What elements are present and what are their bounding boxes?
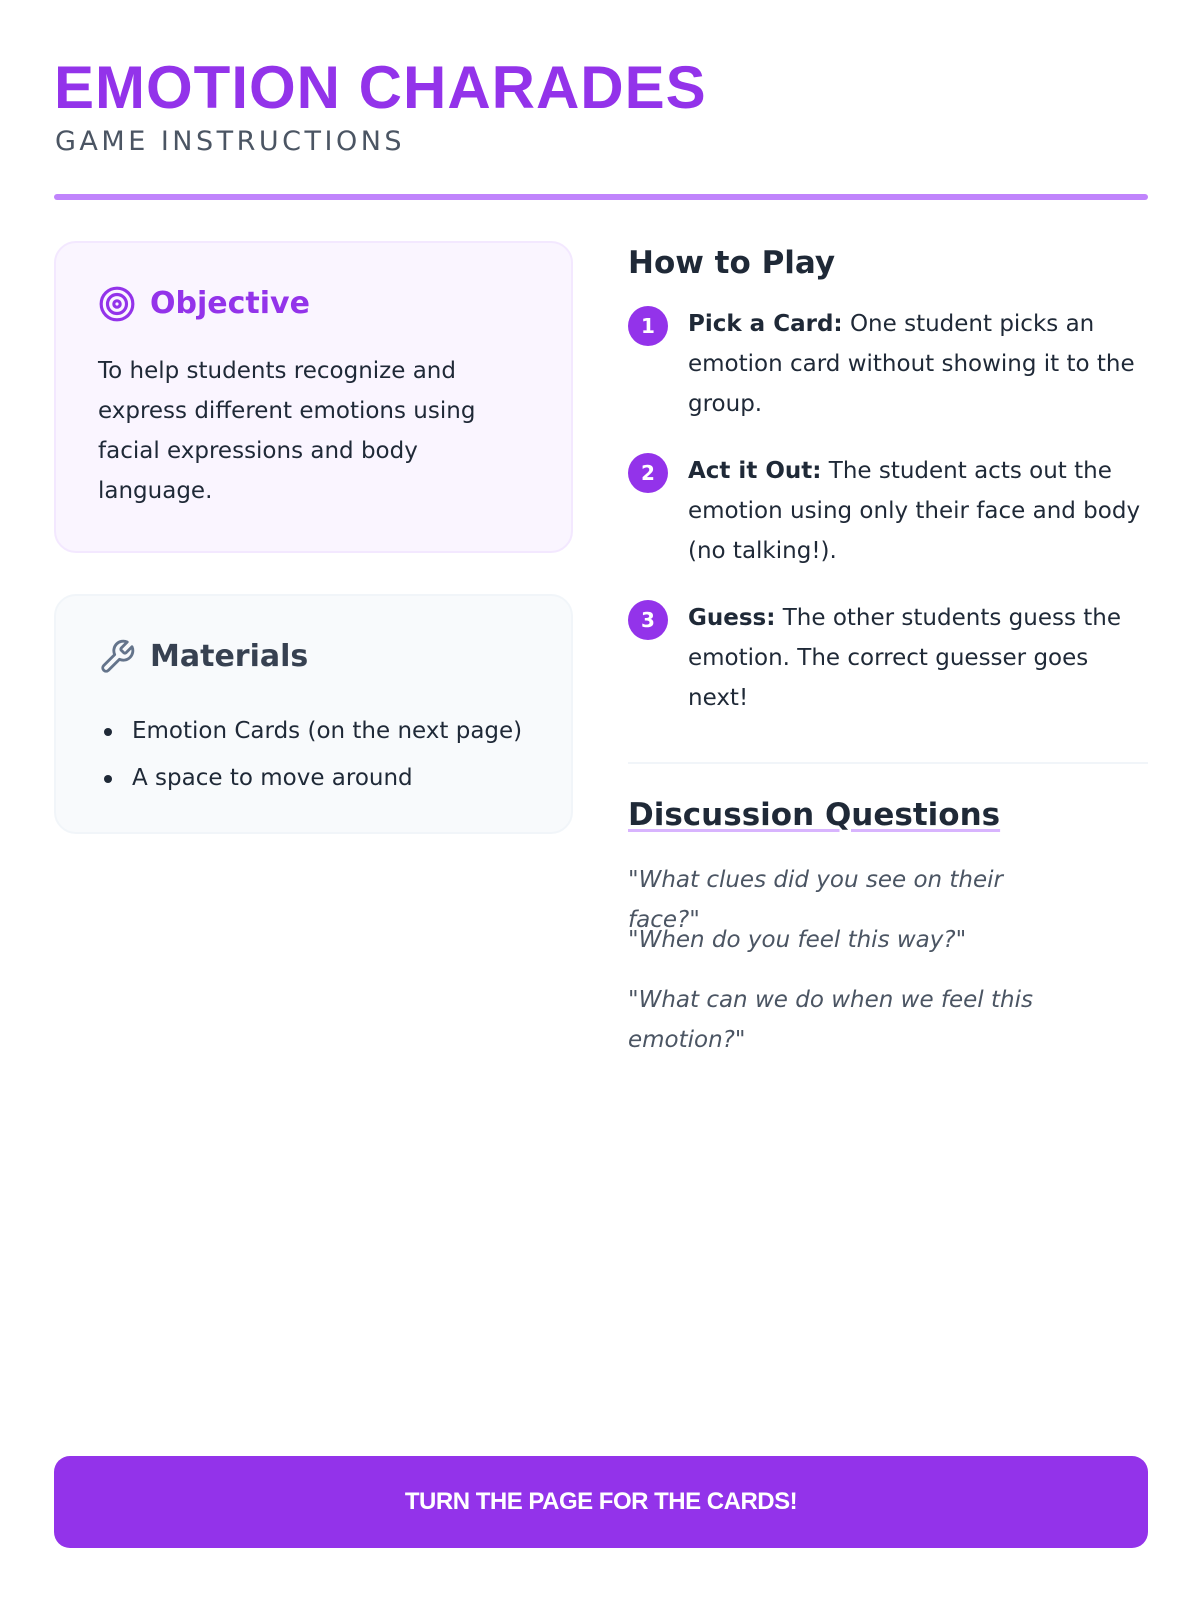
section-divider	[628, 762, 1148, 764]
discussion-question: "What clues did you see on their face?"	[628, 867, 1003, 933]
objective-text: To help students recognize and express different emotions using facial expressions and body language.	[98, 358, 476, 504]
step-label: Act it Out:	[688, 458, 822, 484]
objective-title: Objective	[150, 286, 310, 321]
page-title: EMOTION CHARADES	[54, 54, 707, 121]
step-description: The other students guess the emotion. The correct guesser goes next!	[688, 605, 1121, 711]
discussion-question: "When do you feel this way?"	[628, 927, 967, 953]
step-number-badge: 2	[628, 453, 668, 493]
objective-card	[54, 241, 573, 553]
discussion-question: "What can we do when we feel this emotion?"	[628, 987, 1033, 1053]
turn-page-banner: TURN THE PAGE FOR THE CARDS!	[54, 1456, 1148, 1548]
materials-title: Materials	[150, 639, 309, 674]
materials-card	[54, 594, 573, 834]
step-number-badge: 1	[628, 306, 668, 346]
how-to-play-title: How to Play	[628, 245, 836, 281]
target-icon	[98, 285, 136, 323]
step-label: Guess:	[688, 605, 776, 631]
step-text	[688, 451, 1148, 571]
step-text	[688, 598, 1148, 718]
step-label: Pick a Card:	[688, 311, 843, 337]
discussion-title: Discussion Questions	[628, 797, 1001, 833]
objective-header	[98, 285, 310, 323]
header-divider	[54, 194, 1148, 200]
step-text	[688, 304, 1148, 424]
step-number-badge: 3	[628, 600, 668, 640]
wrench-icon	[98, 638, 136, 676]
materials-header	[98, 638, 308, 676]
step-description: The student acts out the emotion using only their face and body (no talking!).	[688, 458, 1141, 564]
materials-list	[98, 708, 522, 802]
step-description: One student picks an emotion card without showing it to the group.	[688, 311, 1135, 417]
page-subtitle: GAME INSTRUCTIONS	[55, 126, 406, 157]
list-item: A space to move around	[98, 755, 522, 802]
list-item: Emotion Cards (on the next page)	[98, 708, 522, 755]
